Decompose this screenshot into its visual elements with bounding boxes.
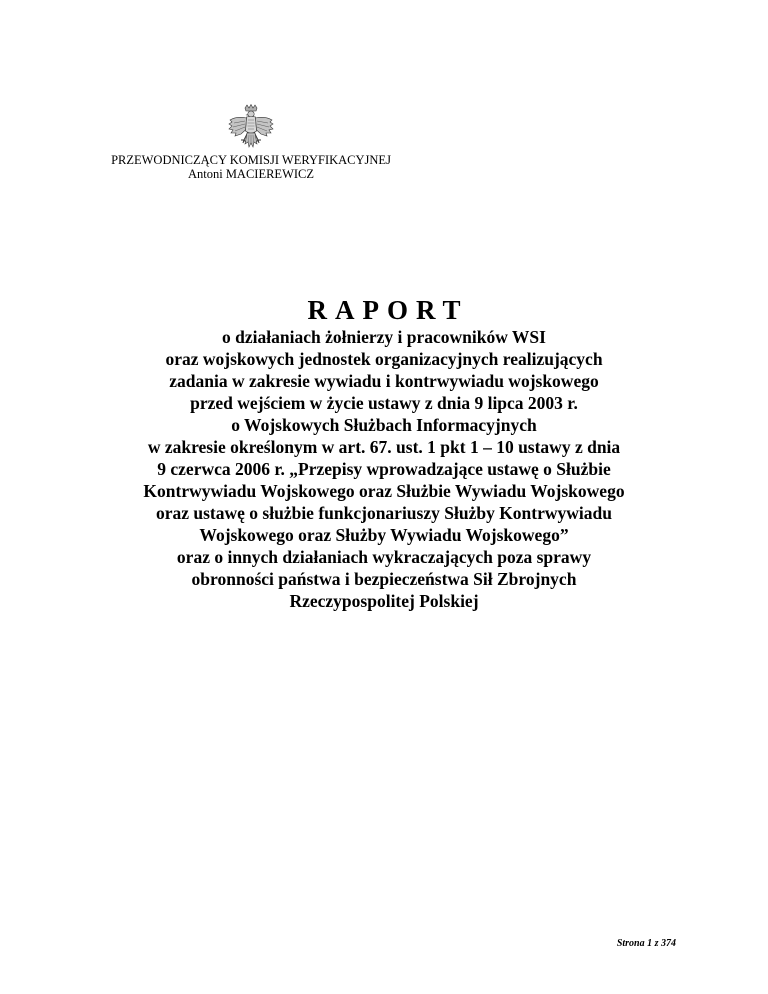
header-author: Antoni MACIEREWICZ — [187, 167, 315, 181]
page-number: Strona 1 z 374 — [616, 938, 676, 949]
subtitle-line: Wojskowego oraz Służby Wywiadu Wojskowego” — [199, 525, 569, 545]
subtitle-line: przed wejściem w życie ustawy z dnia 9 lipca 2003 r. — [190, 393, 578, 413]
subtitle-line: oraz wojskowych jednostek organizacyjnych realizujących — [165, 349, 603, 369]
subtitle-line: oraz ustawę o służbie funkcjonariuszy Służby Kontrwywiadu — [155, 503, 612, 523]
subtitle-line: Kontrwywiadu Wojskowego oraz Służbie Wywiadu Wojskowego — [143, 481, 625, 501]
subtitle-line: obronności państwa i bezpieczeństwa Sił Zbrojnych — [191, 569, 577, 589]
subtitle-line: Rzeczypospolitej Polskiej — [289, 591, 479, 611]
polish-eagle-emblem — [227, 104, 275, 154]
subtitle-line: 9 czerwca 2006 r. „Przepisy wprowadzające ustawę o Służbie — [157, 459, 611, 479]
document-title: RAPORT — [307, 295, 469, 325]
subtitle-line: w zakresie określonym w art. 67. ust. 1 pkt 1 – 10 ustawy z dnia — [147, 437, 621, 457]
subtitle-line: o działaniach żołnierzy i pracowników WSI — [222, 327, 546, 347]
document-header — [60, 153, 442, 181]
subtitle-line: oraz o innych działaniach wykraczających poza sprawy — [176, 547, 592, 567]
header-title: PRZEWODNICZĄCY KOMISJI WERYFIKACYJNEJ — [111, 153, 391, 167]
subtitle-line: o Wojskowych Służbach Informacyjnych — [231, 415, 537, 435]
subtitle-line: zadania w zakresie wywiadu i kontrwywiadu wojskowego — [169, 371, 599, 391]
document-subtitle — [60, 326, 708, 612]
